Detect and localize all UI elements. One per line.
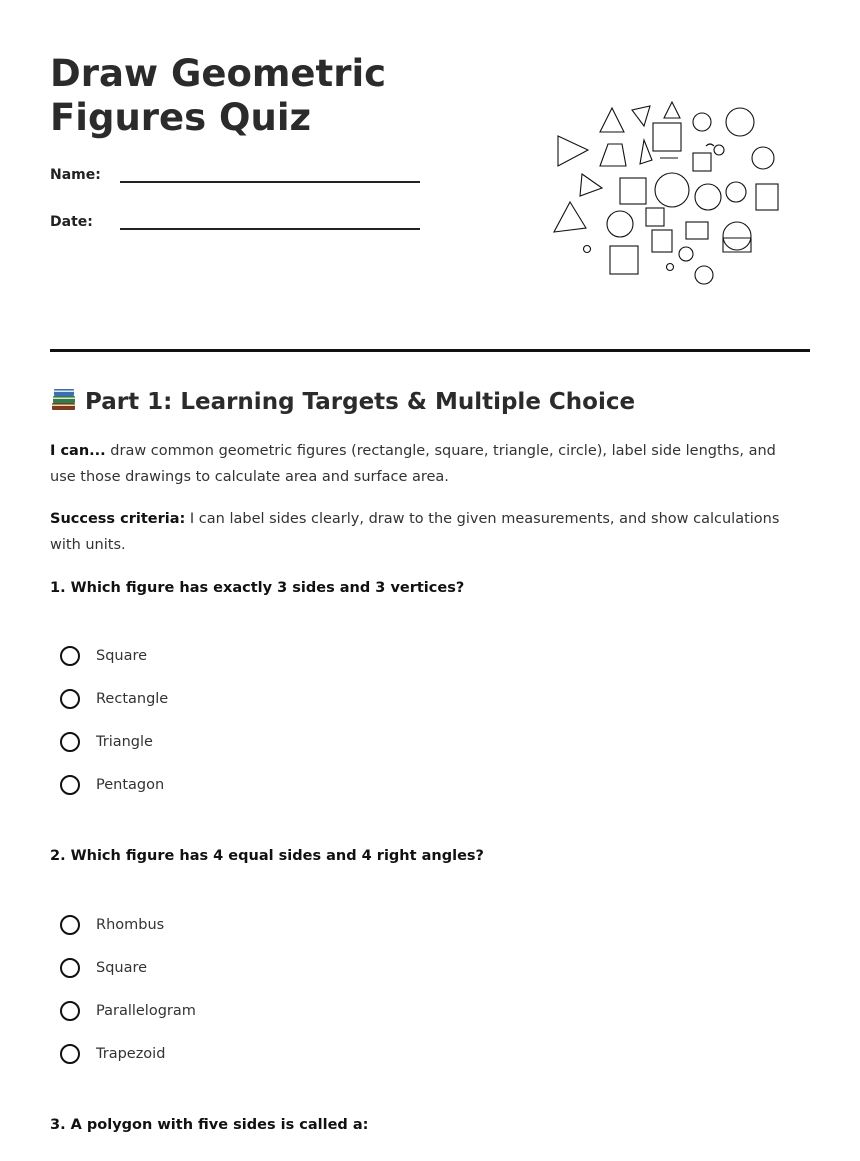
date-label: Date: xyxy=(50,214,93,230)
i-can-label: I can... xyxy=(50,443,106,459)
learning-target xyxy=(50,438,790,490)
option-label: Parallelogram xyxy=(96,1003,196,1019)
q1-option-4[interactable] xyxy=(60,772,164,798)
part1-heading xyxy=(50,387,635,415)
radio-button[interactable] xyxy=(60,646,80,666)
option-label: Trapezoid xyxy=(96,1046,166,1062)
option-label: Square xyxy=(96,960,148,976)
radio-button[interactable] xyxy=(60,958,80,978)
date-line[interactable] xyxy=(120,228,420,230)
radio-button[interactable] xyxy=(60,689,80,709)
option-label: Square xyxy=(96,648,148,664)
quiz-title: Draw Geometric Figures Quiz xyxy=(50,52,387,139)
geometric-shapes-illustration xyxy=(548,98,788,293)
name-label: Name: xyxy=(50,167,101,183)
question-3-prompt: 3. A polygon with five sides is called a: xyxy=(50,1117,369,1133)
option-label: Rhombus xyxy=(96,917,165,933)
success-criteria xyxy=(50,506,790,558)
option-label: Triangle xyxy=(96,734,153,750)
success-label: Success criteria: xyxy=(50,511,186,527)
books-icon xyxy=(50,387,77,413)
radio-button[interactable] xyxy=(60,915,80,935)
q2-option-4[interactable] xyxy=(60,1041,165,1067)
q1-option-2[interactable] xyxy=(60,686,168,712)
q1-option-1[interactable] xyxy=(60,643,147,669)
option-label: Pentagon xyxy=(96,777,165,793)
radio-button[interactable] xyxy=(60,775,80,795)
q2-option-2[interactable] xyxy=(60,955,147,981)
q1-option-3[interactable] xyxy=(60,729,153,755)
name-line[interactable] xyxy=(120,181,420,183)
question-1-prompt: 1. Which figure has exactly 3 sides and 3 vertices? xyxy=(50,580,465,596)
radio-button[interactable] xyxy=(60,1044,80,1064)
header-divider xyxy=(50,349,810,352)
radio-button[interactable] xyxy=(60,1001,80,1021)
q2-option-1[interactable] xyxy=(60,912,164,938)
success-text: I can label sides clearly, draw to the given measurements, and show calculations with units. xyxy=(50,511,780,553)
part1-heading-text: Part 1: Learning Targets & Multiple Choice xyxy=(85,389,636,415)
radio-button[interactable] xyxy=(60,732,80,752)
option-label: Rectangle xyxy=(96,691,169,707)
i-can-text: draw common geometric figures (rectangle, square, triangle, circle), label side lengths, and use those drawings to calculate area and surface area. xyxy=(50,443,776,485)
question-2-prompt: 2. Which figure has 4 equal sides and 4 right angles? xyxy=(50,848,484,864)
q2-option-3[interactable] xyxy=(60,998,196,1024)
